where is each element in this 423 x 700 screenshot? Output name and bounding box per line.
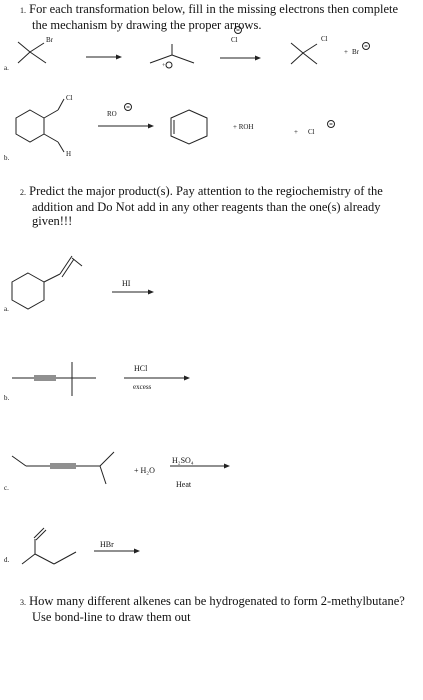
q2b-reagent: HCl (134, 364, 148, 373)
q1b-label: b. (4, 154, 10, 162)
q2a-label: a. (4, 305, 9, 313)
q1a-carbocation-charge: + (162, 63, 166, 69)
q2a-arrow (112, 290, 154, 295)
q2-number: 2. (20, 188, 26, 197)
q1-number: 1. (20, 6, 26, 15)
q1a-plus: + (344, 48, 348, 56)
q1a-br-substituent: Br (46, 36, 53, 44)
q2d-label: d. (4, 556, 10, 564)
q2c-condition: Heat (176, 480, 192, 489)
q2b-label: b. (4, 394, 10, 402)
q3-text-line1: How many different alkenes can be hydrogenated to form 2-methylbutane? (29, 594, 405, 608)
q2-text-line2: addition and Do Not add in any other reagents than the one(s) already (32, 200, 381, 214)
q3-prompt (20, 594, 420, 624)
q1a-label: a. (4, 64, 9, 72)
q1a-chloride-reagent: Cl (231, 36, 238, 44)
q1b-product-roh: + ROH (233, 123, 254, 131)
q2c-coreactant: + H₂O (134, 466, 155, 475)
q2a-reactant (12, 256, 82, 309)
q3-number: 3. (20, 598, 26, 607)
q2b-condition: excess (133, 383, 152, 391)
q1b-product-cl: Cl (308, 128, 315, 136)
q2-text-line3: given!!! (32, 214, 73, 228)
q1b-h-label: H (66, 150, 72, 158)
q2-text-line1: Predict the major product(s). Pay attention to the regiochemistry of the (29, 184, 383, 198)
q1a-cl-substituent: Cl (321, 35, 328, 43)
q1b-reagent: RO (107, 110, 117, 118)
q1b-plus: + (294, 128, 298, 136)
q1b-cl-substituent: Cl (66, 94, 73, 102)
q2c-label: c. (4, 484, 9, 492)
q2c-reactant (12, 452, 114, 484)
q2b-reactant (12, 362, 96, 396)
q2b-arrow (124, 376, 190, 381)
q1-text-line1: For each transformation below, fill in the missing electrons then complete (29, 2, 399, 16)
q2d-reagent: HBr (100, 540, 114, 549)
q1-text-line2: the mechanism by drawing the proper arrows. (32, 18, 262, 32)
q2d-reactant (22, 528, 76, 564)
q2d-arrow (94, 549, 140, 554)
q2c-reagent: H₂SO₄ (172, 456, 194, 465)
q1a-bromide-product: Br (352, 48, 359, 56)
q3-text-line2: Use bond-line to draw them out (32, 610, 191, 624)
q2a-reagent: HI (122, 279, 131, 288)
